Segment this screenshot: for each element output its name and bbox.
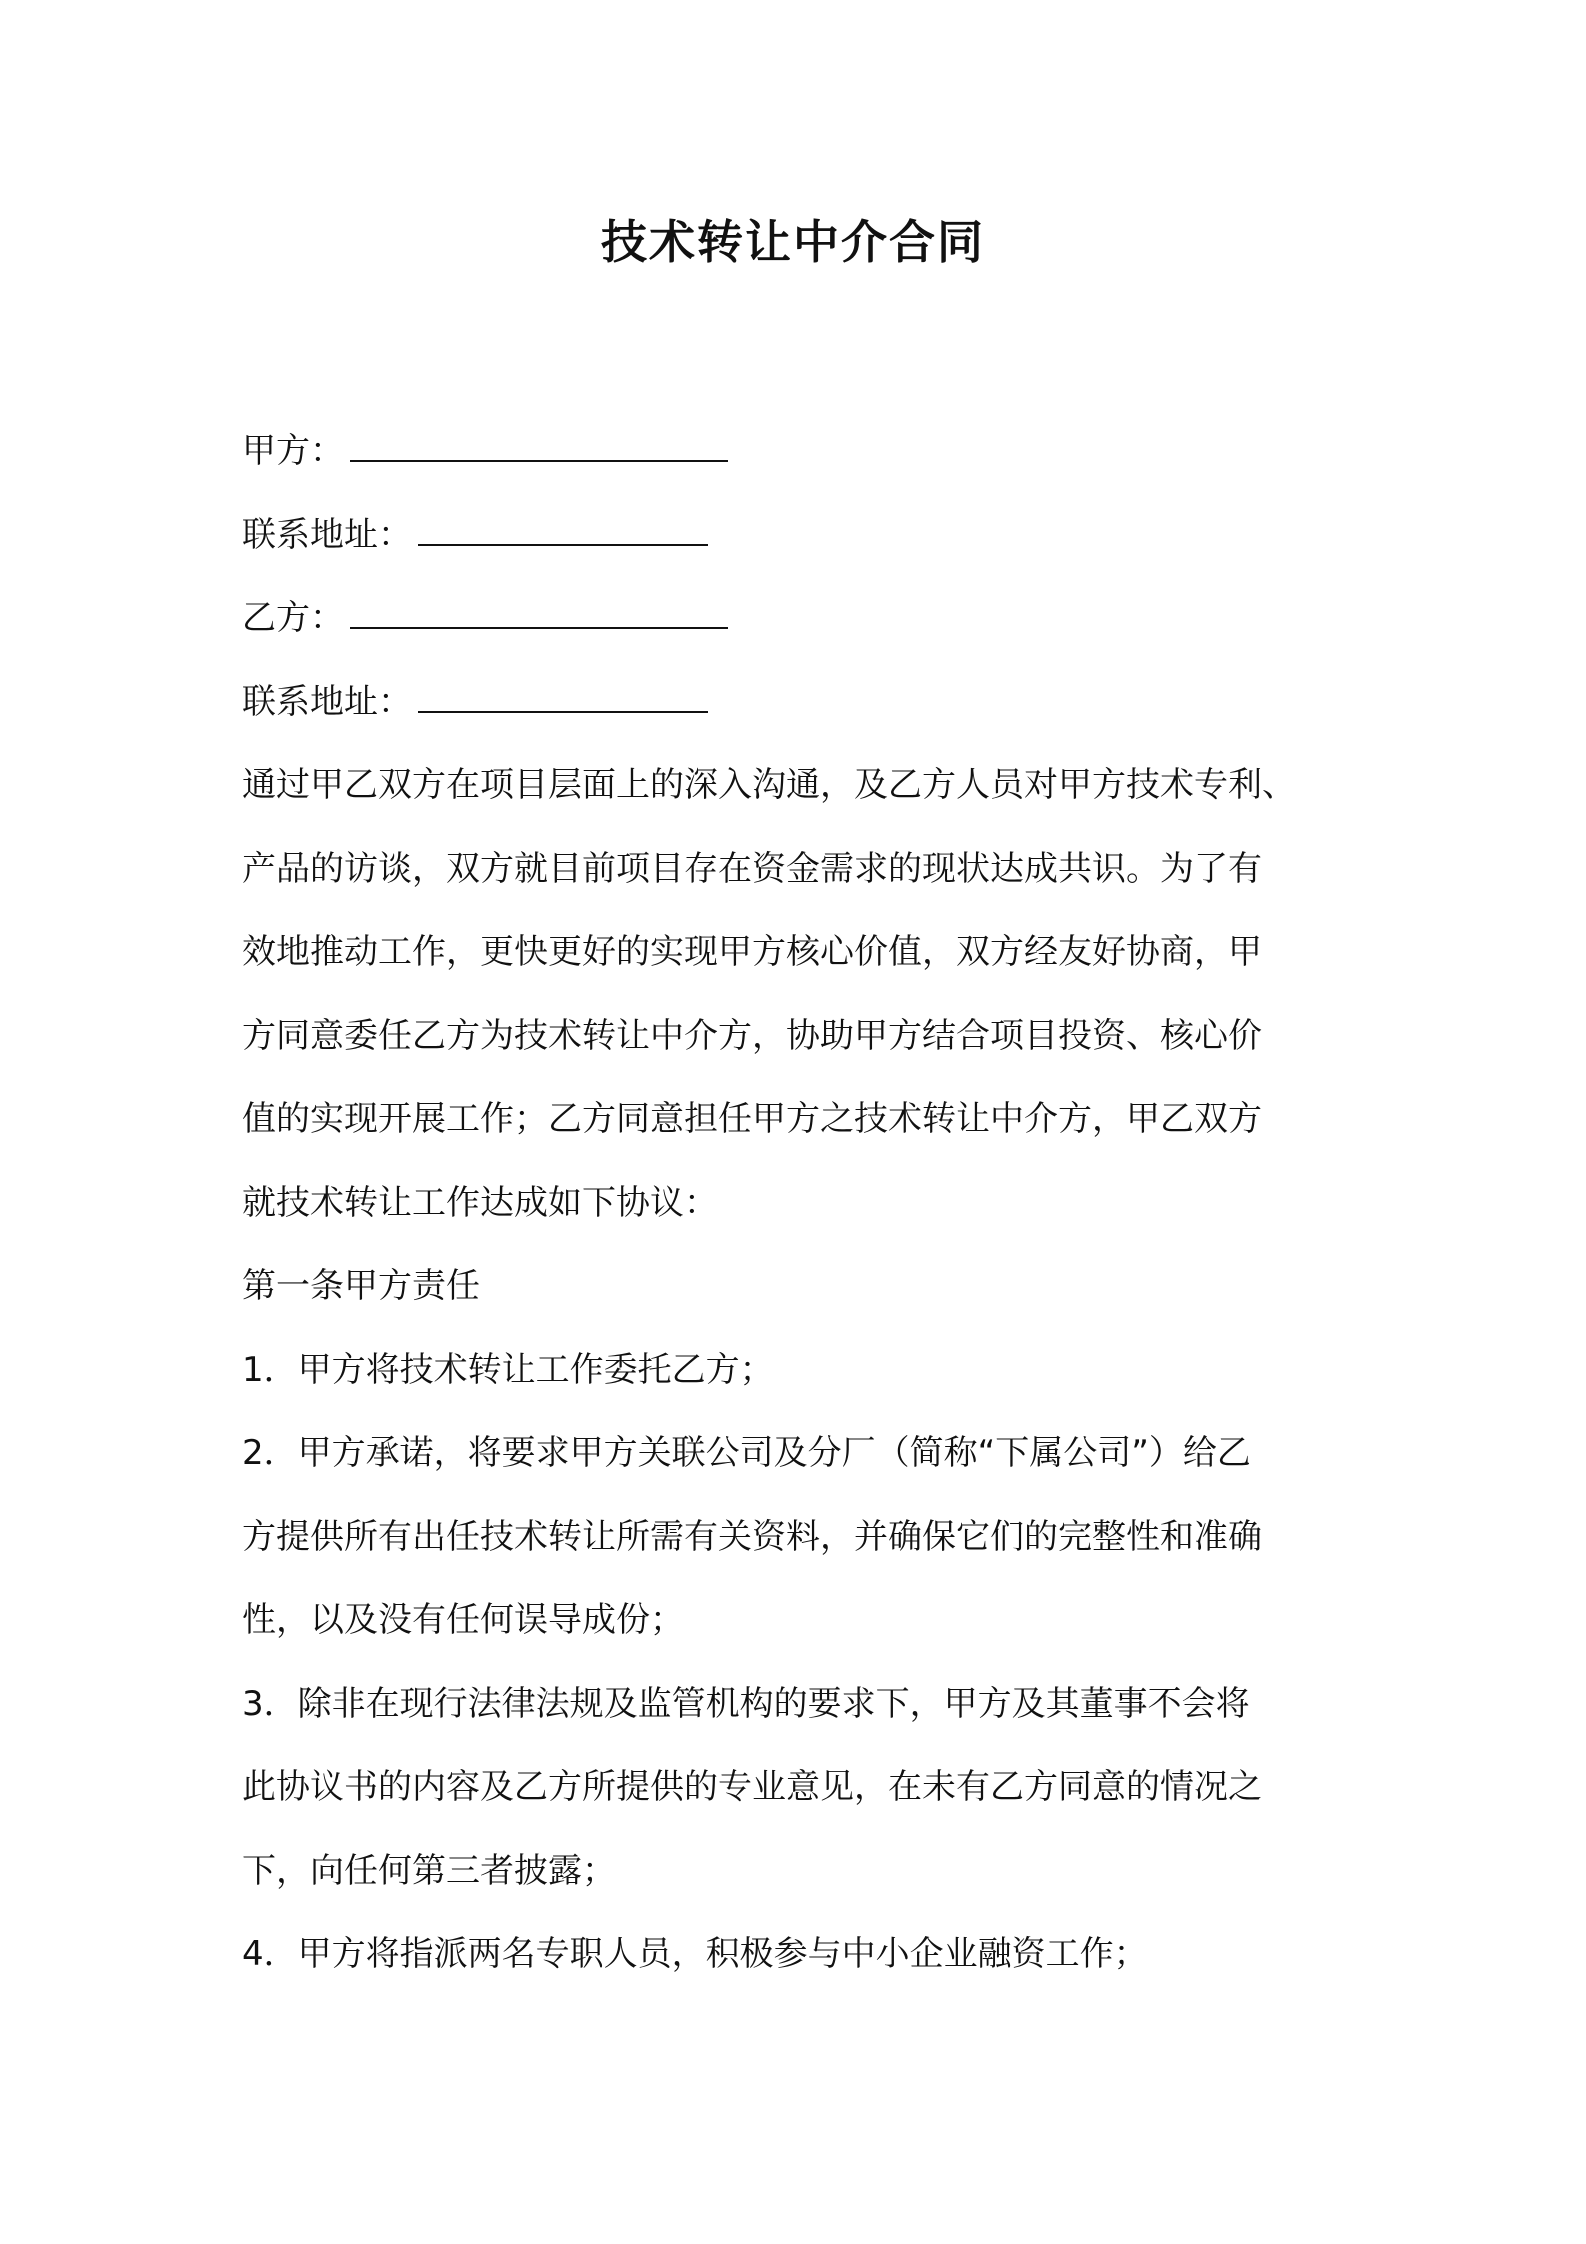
party-a-blank	[350, 434, 728, 462]
party-a-address-field	[242, 494, 1362, 578]
clause-line: 方提供所有出任技术转让所需有关资料，并确保它们的完整性和准确	[242, 1516, 1262, 1557]
party-b-address-label: 联系地址：	[242, 681, 412, 722]
party-b-field	[242, 577, 1362, 661]
body-line: 产品的访谈，双方就目前项目存在资金需求的现状达成共识。为了有	[242, 848, 1262, 889]
clause-line: 2．甲方承诺，将要求甲方关联公司及分厂（简称“下属公司”）给乙	[242, 1433, 1251, 1473]
body-line: 通过甲乙双方在项目层面上的深入沟通，及乙方人员对甲方技术专利、	[242, 765, 1296, 805]
document-title: 技术转让中介合同	[601, 215, 985, 269]
party-b-address-field	[242, 661, 1362, 745]
clause-line: 4．甲方将指派两名专职人员，积极参与中小企业融资工作；	[242, 1934, 1148, 1974]
body-line: 效地推动工作，更快更好的实现甲方核心价值，双方经友好协商，甲	[242, 932, 1262, 972]
party-a-address-label: 联系地址：	[242, 514, 412, 555]
body-line: 方同意委任乙方为技术转让中介方，协助甲方结合项目投资、核心价	[242, 1015, 1262, 1056]
document-body	[242, 410, 1362, 1997]
body-line: 就技术转让工作达成如下协议：	[242, 1182, 718, 1223]
clause-line: 性，以及没有任何误导成份；	[242, 1600, 684, 1640]
clause-line: 3．除非在现行法律法规及监管机构的要求下，甲方及其董事不会将	[242, 1683, 1250, 1724]
section-heading: 第一条甲方责任	[242, 1266, 480, 1306]
body-line: 值的实现开展工作；乙方同意担任甲方之技术转让中介方，甲乙双方	[242, 1099, 1262, 1139]
party-b-blank	[350, 601, 728, 629]
party-b-address-blank	[418, 685, 708, 713]
clause-line: 此协议书的内容及乙方所提供的专业意见，在未有乙方同意的情况之	[242, 1767, 1262, 1807]
clause-line: 1．甲方将技术转让工作委托乙方；	[242, 1349, 774, 1390]
party-b-label: 乙方：	[242, 598, 344, 638]
party-a-field	[242, 410, 1362, 494]
party-a-label: 甲方：	[242, 431, 344, 471]
clause-line: 下，向任何第三者披露；	[242, 1850, 616, 1891]
party-a-address-blank	[418, 518, 708, 546]
